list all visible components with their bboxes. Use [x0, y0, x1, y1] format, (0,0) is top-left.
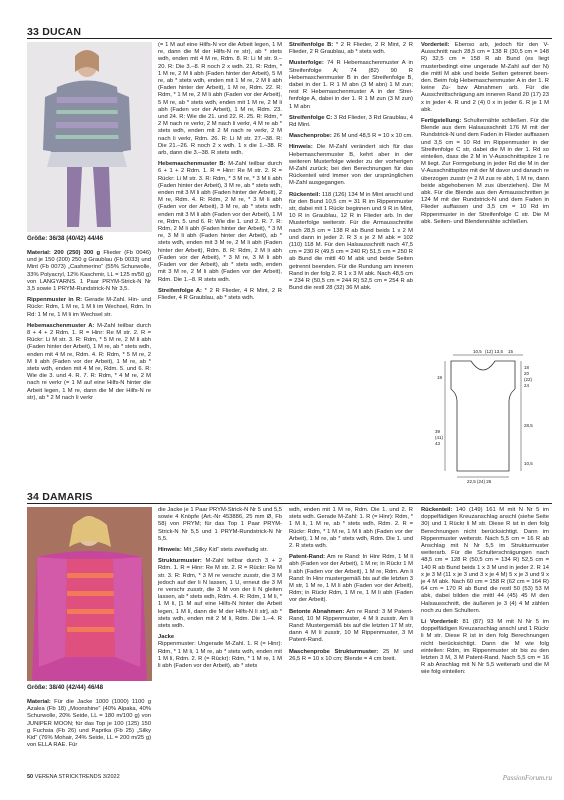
dim-top-1: 10,5 — [473, 349, 482, 354]
dim-top-3: 15 — [508, 349, 514, 354]
section-header-ducan — [27, 22, 552, 39]
paragraph-sequence: Musterfolge: 74 R Hebemaschenmuster A in Streifenfolge A; 74 (82) 90 R Hebemaschenmuster B in der Streifenfolge B, dabei in der 1. R 1 M abn (3 M abn) 1 M zun; rest R Hebemaschenmuster A in der Streifenfolge A, dabei in der 1. R 1 M zun (3 M zun) 1 M abn — [289, 60, 413, 110]
paragraph-material: Material: 200 (250) 300 g Flieder (Fb 0046) und je 150 (200) 250 g Graublau (Fb 0033) und Mint (Fb 0073) „Cashmerino“ (55% Schurwolle, 33% Polyacryl, 12% Kaschmir, LL = 125 m/50 g) von LANGYARNS. 1 Paar PRYM-Strick-N Nr 3,5 sowie 1 PRYM-Rundstrick-N Nr 3,5. — [27, 250, 151, 293]
watermark: PassionForum.ru — [502, 774, 552, 782]
instruction-column-1 — [27, 250, 151, 406]
instruction-column-4 — [421, 507, 549, 681]
dim-right-2: 20 — [524, 371, 530, 376]
section-title: 33 DUCAN — [27, 26, 82, 38]
paragraph-stripe-a: Streifenfolge A: * 2 R Flieder, 4 R Mint, 2 R Flieder, 4 R Graublau, ab * stets wdh. — [158, 287, 282, 301]
dim-right-4: 24 — [524, 383, 530, 388]
instruction-column-2 — [158, 42, 282, 306]
model-photo-damaris — [27, 507, 152, 681]
paragraph-jacket: Jacke Rippenmuster: Ungerade M-Zahl. 1. R (= Hinr): Rdm, * 1 M li, 1 M re, ab * stets wdh, enden mit 1 M li, Rdm. 2. R (= Rückr): Rdm, * 1 M re, 1 M li abh (Faden vor der Arbeit), ab * stets — [158, 634, 282, 670]
instruction-column-3 — [289, 42, 413, 297]
page-footer — [27, 774, 120, 780]
dim-right-6: 10,5 — [524, 461, 533, 466]
dim-top-2: (12) 13,5 — [485, 349, 504, 354]
paragraph-back: Rückenteil: 140 (149) 161 M mit N Nr 5 im doppelfädigen Kreuzanschlag anschl (siehe Seite 30) und 1 Rückr li M str. Diese R ist in den folg Berechnungen nicht berücksichtigt. Dann im Rippenmuster weiterstr. Nach 5,5 cm = 16 R ab Anschlag mit N Nr 5,5 im Strukturmuster weiterarb. Für die Schulterschrägungen nach 48,5 cm = 128 R (50,5 cm = 134 R) 52,5 cm = 140 R ab Bund beids 1 x 3 M und in jeder 2. R 14 x je 3 M (11 x je 3 und 3 x je 4 M) 5 x je 3 und 9 x je 4 M abk. Nach 60 cm = 158 R (62 cm = 164 R) 64 cm = 170 R ab Bund die restl 50 (53) 53 M abk, dabei bilden die mittl 44 (45) 45 M den Halsausschnitt, die äußeren je 3 (4) 4 M zählen noch zu den Schultern. — [421, 507, 549, 614]
dim-left-3: (41) — [435, 435, 444, 440]
paragraph-front: Vorderteil: Ebenso arb, jedoch für den V-Ausschnitt nach 28,5 cm = 138 R (30,5 cm = 148 R) 32,5 cm = 158 R ab Bund (es liegt musterbedingt eine ungerade M-Zahl auf der N) die mittl M abk und beide Seiten getrennt beenden. Beim folg Hebemaschenmuster A in der 1. R keine Zu- bzw Abnahmen arb. Für die Ausschnittschrägung am inneren Rand 20 (17) 23 x in jeder 4. R und 2 (4) 0 x in jeder 6. R je 1 M abk. — [421, 42, 549, 113]
paragraph-finishing: Fertigstellung: Schulternähte schließen. Für die Blende aus dem Halsausschnitt 176 M mit der Rundstrick-N und dem Faden in Flieder auffassen und 3,5 cm = 10 Rd im Rippenmuster in der Streifenfolge C str, dabei die M in der 1. Rd so einteilen, dass die 2 M in V-Ausschnittspitze 1 re M liegt. Zur Formgebung in jeder Rd die M in der V-Ausschnittspitze mit der M davor und danach re überzogen zusstr (= 2 M zus re abh, 1 M re, dann beide abgehobenen M zus überziehen). Die M abk. Für die Blende aus den Armausschnitten je 124 M mit der Rundstrick-N und dem Faden in Flieder auffassen und 3,5 cm = 10 Rd im Rippenmuster in der Streifenfolge C str. Die M abk. Seiten- und Blendennähte schließen. — [421, 118, 549, 225]
paragraph-rib: Rippenmuster in R: Gerade M-Zahl. Hin- und Rückr: Rdm, 1 M re, 1 M li im Wechsel, Rdm. In Rd: 1 M re, 1 M li im Wechsel str. — [27, 297, 151, 318]
paragraph-needles: die Jacke je 1 Paar PRYM-Strick-N Nr 5 und 5,5 sowie 4 Knöpfe (Art.-Nr 453886, 25 mm Ø, Fb 58) von PRYM; für das Top 1 Paar PRYM-Strick-N Nr 5,5 und 1 PRYM-Rundstrick-N Nr 5,5. — [158, 507, 282, 542]
instruction-column-1 — [27, 699, 151, 753]
paragraph-pattern-a: Hebemaschenmuster A: M-Zahl teilbar durch 8 + 4 + 2 Rdm. 1. R = Hinr: Re M str. 2. R = Rückr: Li M str. 3. R: Rdm, * 5 M re, 2 M li abh (Faden hinter der Arbeit), 1 M re, ab * stets wdh, enden mit 4 M re, Rdm. 4. R: Rdm, * 5 M re, 2 M li abh (Faden vor der Arbeit), 1 M re, ab * stets wdh, enden mit 4 M re, Rdm. 5. und 6. R: Wie die 3. und 4. R. 7. R: Rdm, * 4 M re, 2 M nach re verkr (= 1 M auf eine Hilfs-N hinter die Arbeit legen, 1 M re, dann die M der Hilfs-N re str), ab * 2 M nach li verkr — [27, 322, 151, 401]
instruction-column-3 — [289, 507, 413, 667]
dim-right-1: 18 — [524, 365, 530, 370]
dim-left-2: 39 — [435, 429, 441, 434]
paragraph-structure: Strukturmuster: M-Zahl teilbar durch 3 + 2 Rdm. 1. R = Hinr: Re M str. 2. R = Rückr: Re M str. 3. R: Rdm, * 3 M re verschr zusstr, die 3 M jedoch auf der li N lassen, 1 U, erneut die 3 M re verschr zusstr, die 3 M von der li N gleiten lassen, ab * stets wdh, Rdm. 4. R: Rdm, 1 M li, * 1 M li, [1 M auf eine Hilfs-N hinter die Arbeit legen, 1 M li, dann die M der Hilfs-N li str], ab * stets wdh, enden mit 2 M li, Rdm. Die 1.–4. R stets wdh. — [158, 558, 282, 630]
section-title: 34 DAMARIS — [27, 491, 93, 503]
paragraph-rib-cont: wdh, enden mit 1 M re, Rdm. Die 1. und 2. R stets wdh. Gerade M-Zahl: 1. R (= Hinr): Rdm, * 1 M li, 1 M re, ab * stets wdh, Rdm. 2. R = Rückr: Rdm, * 1 M re, 1 M li abh (Faden vor der Arbeit), 1 M re, ab * stets wdh, Rdm. Die 1. und 2. R stets wdh. — [289, 507, 413, 550]
dim-left-1: 19 — [437, 375, 443, 380]
paragraph-pattern-b: Hebemaschenmuster B: M-Zahl teilbar durch 6 + 1 + 2 Rdm. 1. R = Hinr: Re M str. 2. R = Rückr: Li M str. 3. R: Rdm, * 3 M re, * 3 M li abh (Faden hinter der Arbeit), 3 M re, ab * stets wdh, enden mit 3 M li abh (Faden hinter der Arbeit), 2 M re, Rdm. 4. R: Rdm, 2 M re, * 3 M li abh (Faden vor der Arbeit), 3 M re, ab * stets wdh, enden mit 3 M li abh (Faden vor der Arbeit), 1 M re, Rdm. 5. und 6. R: Wie die 1. und 2. R. 7. R: Rdm, 2 M li abh (Faden hinter der Arbeit), * 3 M re, 3 M li abh (Faden hinter der Arbeit), ab * stets wdh, enden mit 3 M re, 2 M li abh (Faden hinter der Arbeit), Rdm. 8. R: Rdm, 2 M li abh (Faden vor der Arbeit), * 3 M re, 3 M li abh (Faden vor der Arbeit), ab * stets wdh, enden mit 3 M re, 2 M li abh (Faden vor der Arbeit), Rdm. Die 1.–8. R stets wdh. — [158, 161, 282, 283]
dim-right-5: 28,5 — [524, 423, 533, 428]
section-header-damaris — [27, 487, 552, 504]
paragraph-material: Material: Für die Jacke 1000 (1000) 1100 g Azalea (Fb 18) „Moonshine“ (40% Alpaka, 40% Schurwolle, 20% Seide, LL = 180 m/100 g) von JUNIPER MOON; für das Top je 100 (125) 150 g Fuchsia (Fb 26) und Paprika (Fb 25) „Silky Kid“ (76% Mohair, 24% Seide, LL = 200 m/25 g) von ELLA RAE. Für — [27, 699, 151, 749]
instruction-column-4 — [421, 42, 549, 230]
dim-right-3: (22) — [524, 377, 533, 382]
paragraph-back: Rückenteil: 118 (126) 134 M in Mint anschl und für den Bund 10,5 cm = 31 R im Rippenmuster str, dabei mit 1 Rückr beginnen und 9 R in Mint, 10 R in Graublau, 12 R in Flieder arb. In der Musterfolge weiterstr. Für die Armausschnitte nach 28,5 cm = 138 R ab Bund beids 1 x 2 M und dann in jeder 2. R 3 x je 2 M abk = 102 (110) 118 M. Für den Halsausschnitt nach 47,5 cm = 230 R (49,5 cm = 240 R) 51,5 cm = 250 R ab Bund die mittl 40 M abk und beide Seiten getrennt beenden. Für die Rundung am inneren Rand in der folg 2. R 1 x 3 M abk. Nach 48,5 cm = 234 R (50,5 cm = 244 R) 52,5 cm = 254 R ab Bund die restl 28 (32) 36 M abk. — [289, 191, 413, 292]
size-label: Größe: 38/40 (42/44) 46/48 — [27, 684, 104, 691]
dim-left-4: 43 — [435, 441, 441, 446]
instruction-column-2 — [158, 507, 282, 674]
paragraph-gauge: Maschenprobe: 26 M und 48,5 R = 10 x 10 cm. — [289, 133, 413, 140]
paragraph-stripe-c: Streifenfolge C: 3 Rd Flieder, 3 Rd Graublau, 4 Rd Mint. — [289, 114, 413, 129]
garment-schematic — [433, 349, 543, 485]
magazine-name: VERENA STRICKTRENDS 3/2022 — [34, 774, 120, 780]
paragraph-decreases: Betonte Abnahmen: Am re Rand: 3 M Patent-Rand, 10 M Rippenmuster, 4 M li zusstr. Am li Rand: Mustergemäß bis auf die letzten 17 M str, dann 4 M li zusstr, 10 M Rippenmuster, 3 M Patent-Rand. — [289, 608, 413, 644]
paragraph-patent-edge: Patent-Rand: Am re Rand: In Hinr Rdm, 1 M li abh (Faden vor der Arbeit), 1 M re; in Rückr 1 M li abh (Faden vor der Arbeit), 1 M re, Rdm. Am li Rand: In Hinr mustergemäß bis auf die letzten 3 M str, 1 M re, 1 M li abh (Faden vor der Arbeit), Rdm; in Rückr Rdm, 1 M re, 1 M li abh (Faden vor der Arbeit). — [289, 554, 413, 604]
size-label: Größe: 36/38 (40/42) 44/46 — [27, 235, 104, 242]
page-number: 50 — [27, 774, 34, 780]
paragraph-pattern-a-cont: (= 1 M auf eine Hilfs-N vor die Arbeit legen, 1 M re, dann die M der Hilfs-N re str), ab * stets wdh, enden mit 4 M re, Rdm. 8. R: Li M str. 9.–20. R: Die 3.–8. R noch 2 x wdh. 21. R: Rdm, * 1 M re, 2 M li abh (Faden hinter der Arbeit), 5 M re, ab * stets wdh, enden mit 1 M re, 2 M li abh (Faden hinter der Arbeit), 1 M re, Rdm. 22. R: Rdm, * 1 M re, 2 M li abh (Faden vor der Arbeit), 5 M re, ab * stets wdh, enden mit 1 M re, 2 M li abh (Faden vor der Arbeit), 1 M re, Rdm. 23. und 24. R: Wie die 21. und 22. R. 25. R: Rdm, * 2 M nach re verkr, 2 M nach li verkr, 4 M re ab * stets wdh, enden mit 2 M nach re verkr, 2 M nach li verkr, Rdm. 26. R: Li M str. 27.–38. R: Die 21.–26. R noch 2 x wdh. 1 x die 1.–38. R arb, dann die 3.–38. R stets wdh. — [158, 42, 282, 157]
paragraph-gauge: Maschenprobe Strukturmuster: 25 M und 26,5 R = 10 x 10 cm; Blende = 4 cm breit. — [289, 648, 413, 662]
paragraph-stripe-b: Streifenfolge B: * 2 R Flieder, 2 R Mint, 2 R Flieder, 2 R Graublau, ab * stets wdh. — [289, 42, 413, 56]
paragraph-note: Hinweis: Die M-Zahl verändert sich für das Hebemaschenmuster B, kehrt aber in der weiteren Musterfolge wieder zu der vorherigen M-Zahl zurück; bei den Berechnungen für das Rückenteil wird immer von der ursprünglichen M-Zahl ausgegangen. — [289, 144, 413, 187]
paragraph-left-front: Li Vorderteil: 81 (87) 93 M mit N Nr 5 im doppelfädigen Kreuzanschlag anschl und 1 Rückr li M str. Diese R ist in den folg Berechnungen nicht berücksichtigt. Dann die M wie folg einteilen: Rdm, im Rippenmuster str bis zu den letzten 3 M, 3 M Patent-Rand. Nach 5,5 cm = 16 R ab Anschlag mit N Nr 5,5 weiterarb und die M wie folg einteilen: — [421, 619, 549, 676]
dim-bottom: 22,5 (24) 26 — [467, 479, 492, 484]
paragraph-note: Hinweis: Mit „Silky Kid“ stets zweifadig str. — [158, 547, 268, 554]
model-photo-ducan — [27, 42, 152, 232]
